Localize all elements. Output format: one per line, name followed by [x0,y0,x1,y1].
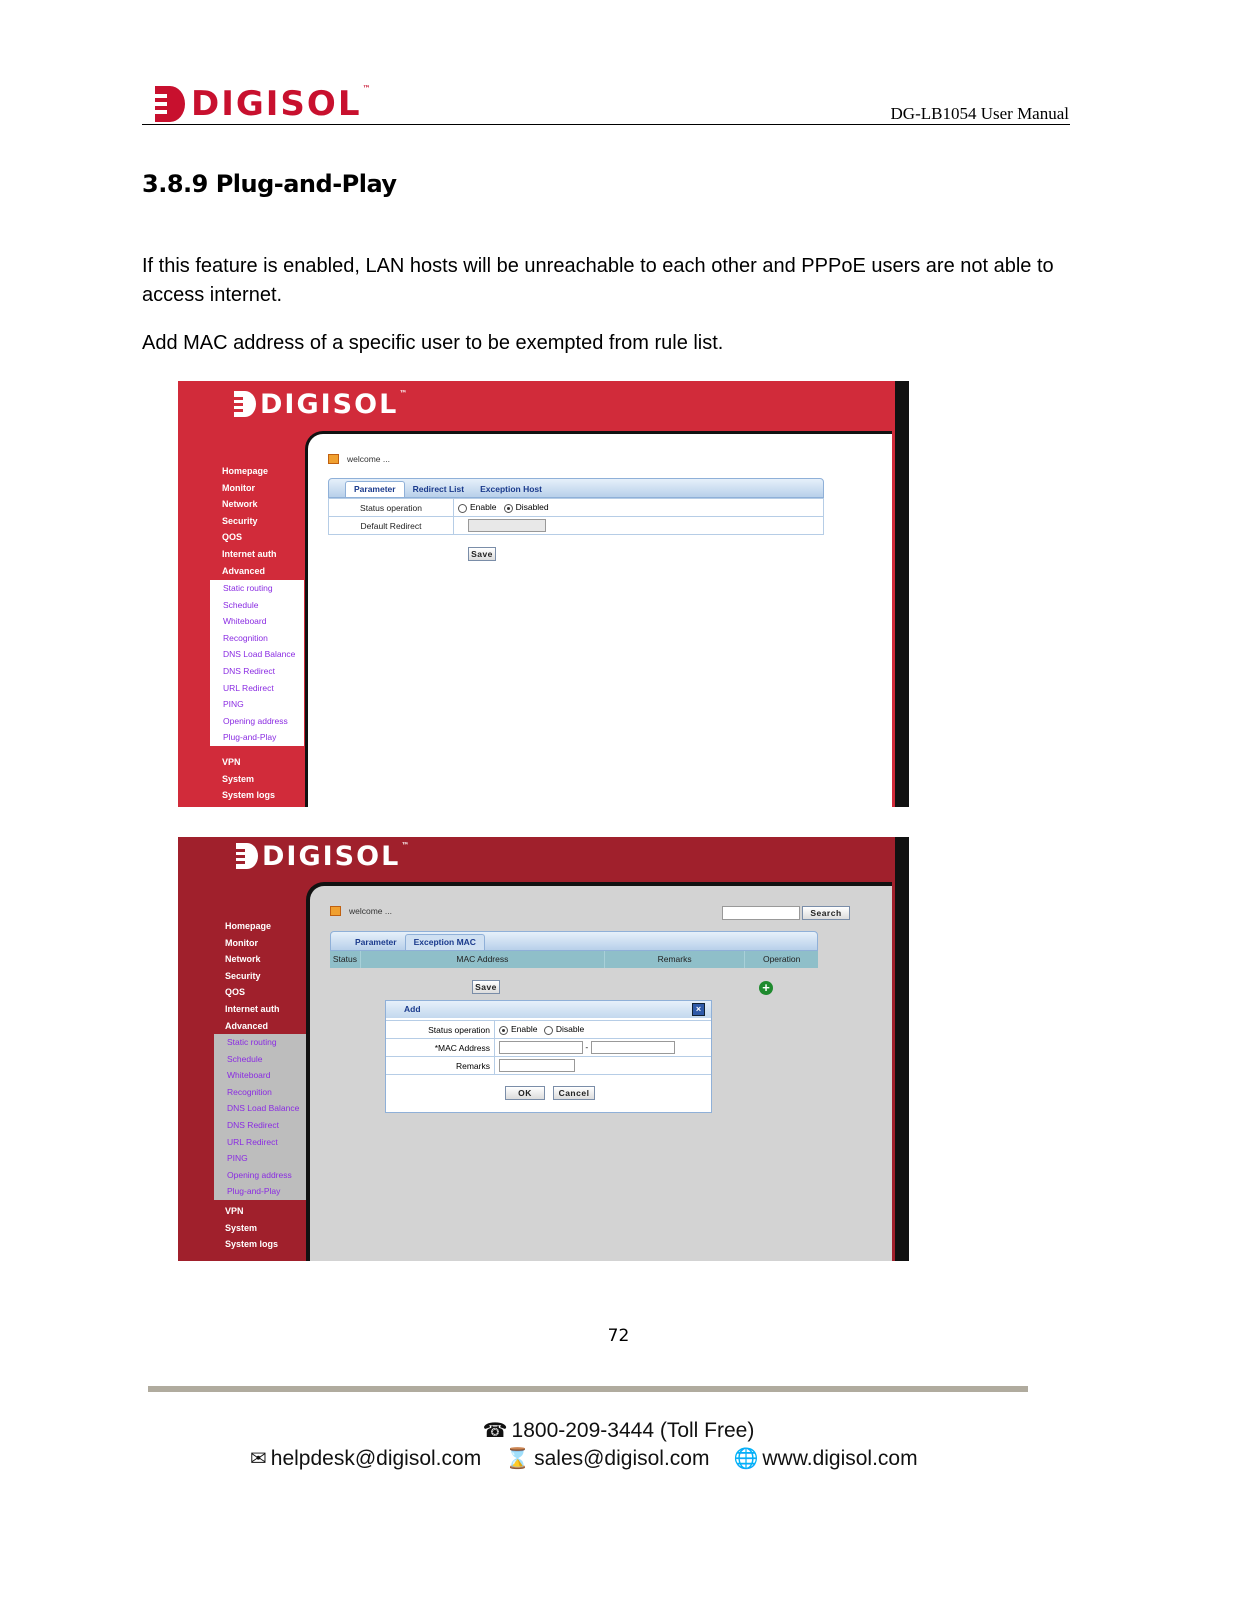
envelope-icon: ✉ [250,1448,267,1470]
tab-parameter[interactable]: Parameter [345,481,405,497]
nav-monitor[interactable]: Monitor [222,482,255,493]
subnav-dns-redirect[interactable]: DNS Redirect [227,1119,279,1130]
header-rule [142,124,1070,125]
status-label: Status operation [329,499,454,517]
tab-exception-host[interactable]: Exception Host [480,484,542,494]
main-nav-bottom [225,1203,278,1253]
welcome-icon [328,454,339,464]
manual-title: DG-LB1054 User Manual [890,104,1069,123]
subnav-recognition[interactable]: Recognition [227,1086,272,1097]
remarks-label: Remarks [386,1057,495,1075]
nav-system-logs[interactable]: System logs [225,1239,279,1250]
add-form: Status operation Enable Disable *MAC Address - Remarks [386,1020,711,1075]
mac-address-input-1[interactable] [499,1041,583,1054]
digisol-logo-mark-icon [155,86,185,122]
add-dialog [385,1000,712,1113]
nav-internet-auth[interactable]: Internet auth [225,1003,280,1014]
router-logo-mark-icon [236,843,258,869]
subnav-dns-load-balance[interactable]: DNS Load Balance [223,649,296,660]
col-status: Status [330,951,361,968]
nav-vpn[interactable]: VPN [225,1206,244,1216]
router-logo: DIGISOL ™ [234,389,409,419]
advanced-subnav [214,1034,306,1200]
search-input[interactable] [722,906,800,920]
welcome-bar [330,906,392,916]
footer-phone [0,1418,1237,1443]
subnav-url-redirect[interactable]: URL Redirect [227,1136,278,1147]
save-button[interactable]: Save [468,547,496,561]
tab-bar [330,931,818,951]
welcome-icon [330,906,341,916]
disabled-radio[interactable] [504,504,513,513]
nav-security[interactable]: Security [222,515,258,526]
content-panel [305,431,892,807]
subnav-dns-load-balance[interactable]: DNS Load Balance [227,1103,300,1114]
default-redirect-label: Default Redirect [329,517,454,535]
subnav-schedule[interactable]: Schedule [227,1053,263,1064]
dialog-disable-radio[interactable] [544,1026,553,1035]
enable-radio[interactable] [458,504,467,513]
subnav-plug-and-play[interactable]: Plug-and-Play [227,1186,281,1197]
nav-internet-auth[interactable]: Internet auth [222,548,277,559]
search-button[interactable]: Search [802,906,850,920]
cancel-button[interactable]: Cancel [553,1086,595,1100]
nav-advanced[interactable]: Advanced [222,565,266,576]
tab-parameter[interactable]: Parameter [355,937,397,947]
telephone-icon: ☎ [482,1420,508,1442]
subnav-schedule[interactable]: Schedule [223,599,259,610]
website-contact[interactable]: 🌐 www.digisol.com [733,1447,918,1470]
tab-redirect-list[interactable]: Redirect List [412,484,465,494]
advanced-subnav [210,580,304,746]
subnav-static-routing[interactable]: Static routing [223,583,273,593]
screenshot-parameter [178,381,909,807]
welcome-text: welcome ... [347,454,390,464]
welcome-text: welcome ... [349,906,392,916]
welcome-bar [328,454,390,464]
col-mac-address: MAC Address [361,951,605,968]
col-operation: Operation [762,954,801,964]
nav-vpn[interactable]: VPN [222,757,241,767]
globe-icon: 🌐 [733,1448,759,1470]
tab-bar [328,478,824,498]
subnav-plug-and-play[interactable]: Plug-and-Play [223,732,277,743]
nav-homepage[interactable]: Homepage [222,466,269,476]
subnav-dns-redirect[interactable]: DNS Redirect [223,665,275,676]
subnav-whiteboard[interactable]: Whiteboard [223,616,267,627]
footer-contacts [250,1446,918,1471]
col-remarks: Remarks [605,951,745,968]
main-nav [225,918,280,1034]
content-panel [306,882,892,1261]
nav-network[interactable]: Network [225,954,261,965]
close-icon[interactable]: × [692,1003,705,1016]
nav-qos[interactable]: QOS [222,532,243,543]
footer-rule [148,1386,1028,1392]
tab-exception-mac[interactable]: Exception MAC [405,934,485,950]
router-logo-mark-icon [234,391,256,417]
dialog-enable-radio[interactable] [499,1026,508,1035]
logo-text: DIGISOL [191,84,362,124]
dialog-status-label: Status operation [386,1021,495,1039]
nav-monitor[interactable]: Monitor [225,937,258,948]
nav-advanced[interactable]: Advanced [225,1020,269,1031]
status-row [329,499,824,517]
router-logo: DIGISOL ™ [236,841,411,871]
sales-contact[interactable]: ⌛ sales@digisol.com [505,1447,710,1470]
main-nav [222,463,277,579]
hourglass-icon: ⌛ [505,1448,531,1470]
nav-system[interactable]: System [225,1222,258,1233]
page-number: 72 [607,1326,630,1346]
nav-system[interactable]: System [222,773,255,784]
status-options: Enable Disabled [454,499,824,517]
subnav-ping[interactable]: PING [227,1153,248,1164]
subnav-recognition[interactable]: Recognition [223,632,268,643]
subnav-whiteboard[interactable]: Whiteboard [227,1070,271,1081]
nav-network[interactable]: Network [222,499,258,510]
nav-qos[interactable]: QOS [225,987,246,998]
dialog-title-bar [386,1001,711,1018]
subnav-opening-address[interactable]: Opening address [227,1169,292,1180]
phone-text: 1800-209-3444 (Toll Free) [511,1419,755,1442]
nav-system-logs[interactable]: System logs [222,790,276,801]
nav-security[interactable]: Security [225,970,261,981]
digisol-logo: DIGISOL ™ [155,84,373,124]
subnav-url-redirect[interactable]: URL Redirect [223,682,274,693]
screenshot-exception-mac [178,837,909,1261]
subnav-ping[interactable]: PING [223,699,244,710]
subnav-opening-address[interactable]: Opening address [223,715,288,726]
default-redirect-row [329,517,824,535]
intro-paragraph: If this feature is enabled, LAN hosts will be unreachable to each other and PPPoE users are not able to access internet. [142,255,1054,306]
dialog-title: Add [404,1004,421,1014]
exception-list-header [330,951,818,968]
save-button[interactable]: Save [472,980,500,994]
remarks-input[interactable] [499,1059,575,1072]
default-redirect-input[interactable] [468,519,546,532]
exemption-paragraph: Add MAC address of a specific user to be exempted from rule list. [142,332,724,354]
nav-homepage[interactable]: Homepage [225,921,272,931]
parameter-form [328,498,824,535]
mac-address-input-2[interactable] [591,1041,675,1054]
main-nav-bottom [222,754,275,804]
subnav-static-routing[interactable]: Static routing [227,1037,277,1047]
mac-address-label: *MAC Address [386,1039,495,1057]
helpdesk-contact[interactable]: ✉ helpdesk@digisol.com [250,1447,482,1470]
ok-button[interactable]: OK [505,1086,545,1100]
add-plus-icon[interactable]: + [759,981,773,995]
section-title: 3.8.9 Plug-and-Play [142,170,397,198]
